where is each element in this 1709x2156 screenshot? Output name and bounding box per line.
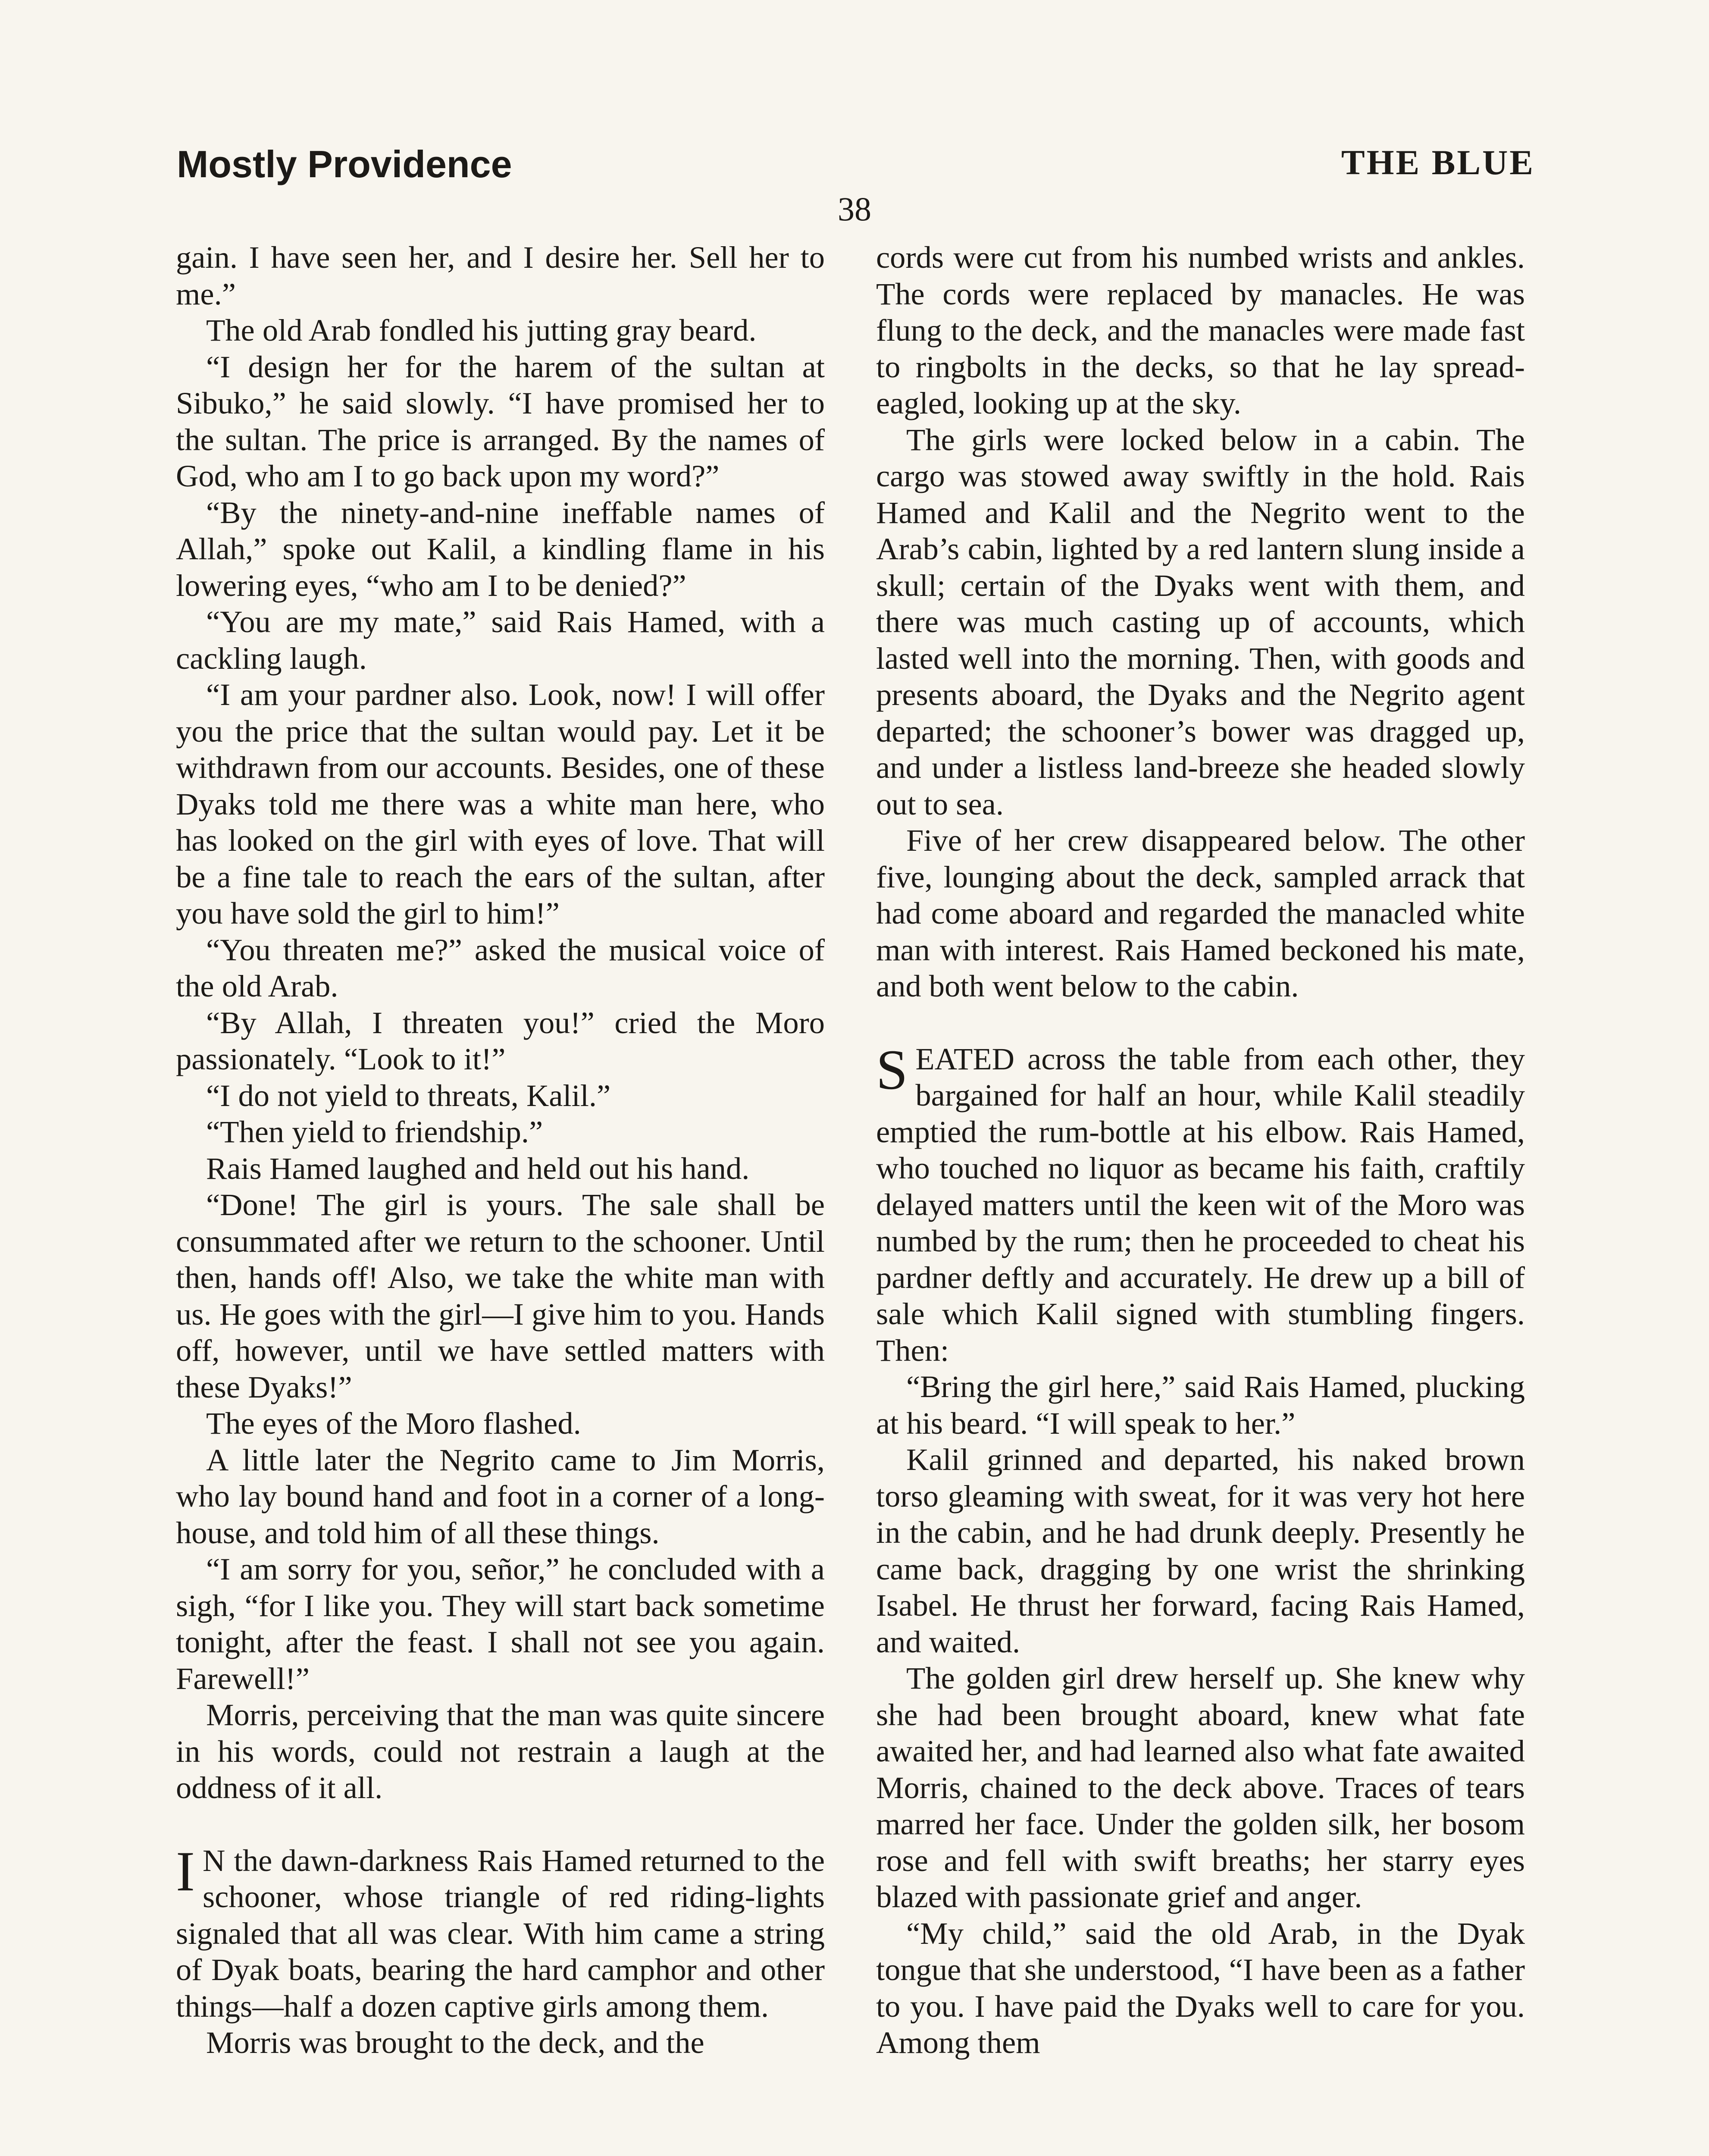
left-text-column [176,239,825,2061]
paragraph: “I am your pardner also. Look, now! I will offer you the price that the sultan would pay. Let it be withdrawn from our accounts. Besides, one of these Dyaks told me there was a white man here, who has looked on the girl with eyes of love. That will be a fine tale to reach the ears of the sultan, after you have sold the girl to him!” [176,677,825,931]
section-opening-paragraph [176,1839,825,2025]
paragraph: “By Allah, I threaten you!” cried the Moro passionately. “Look to it!” [176,1005,825,1076]
paragraph: Kalil grinned and departed, his naked brown torso gleaming with sweat, for it was very hot here in the cabin, and he had drunk deeply. Presently he came back, dragging by one wrist the shrinking Isabel. He thrust her forward, facing Rais Hamed, and waited. [876,1442,1525,1659]
story-title: Mostly Providence [177,143,512,185]
continued-paragraph: cords were cut from his numbed wrists and ankles. The cords were replaced by manacles. He was flung to the deck, and the manacles were made fast to ringbolts in the decks, so that he lay spread-eagled, looking up at the sky. [876,240,1525,420]
drop-cap-initial: S [876,1037,908,1101]
continued-paragraph: gain. I have seen her, and I desire her. Sell her to me.” [176,240,825,311]
paragraph: “I do not yield to threats, Kalil.” [206,1078,611,1113]
paragraph: “I design her for the harem of the sultan at Sibuko,” he said slowly. “I have promised her to the sultan. The price is arranged. By the names of God, who am I to go back upon my word?” [176,349,825,493]
paragraph: “Then yield to friendship.” [206,1114,543,1149]
paragraph: “By the ninety-and-nine ineffable names of Allah,” spoke out Kalil, a kindling flame in his lowering eyes, “who am I to be denied?” [176,495,825,603]
paragraph: The golden girl drew herself up. She knew why she had been brought aboard, knew what fate awaited her, and had learned also what fate awaited Morris, chained to the deck above. Traces of tears marred her face. Under the golden silk, her bosom rose and fell with swift breaths; her starry eyes blazed with passionate grief and anger. [876,1661,1525,1914]
paragraph: “My child,” said the old Arab, in the Dyak tongue that she understood, “I have been as a father to you. I have paid the Dyaks well to care for you. Among them [876,1915,1525,2060]
paragraph: The old Arab fondled his jutting gray beard. [206,313,757,348]
section-opening-paragraph [876,1037,1525,1369]
paragraph: Morris, perceiving that the man was quite sincere in his words, could not restrain a laugh at the oddness of it all. [176,1697,825,1805]
magazine-name: THE BLUE [1341,143,1535,182]
paragraph: Five of her crew disappeared below. The other five, lounging about the deck, sampled arrack that had come aboard and regarded the manacled white man with interest. Rais Hamed beckoned his mate, and both went below to the cabin. [876,823,1525,1003]
page-number: 38 [838,190,871,228]
paragraph: “You threaten me?” asked the musical voice of the old Arab. [176,932,825,1003]
paragraph-text: N the dawn-darkness Rais Hamed returned to the schooner, whose triangle of red riding-lights signaled that all was clear. With him came a string of Dyak boats, bearing the hard camphor and other things—half a dozen captive girls among them. [176,1843,825,2024]
paragraph: Rais Hamed laughed and held out his hand. [206,1150,750,1186]
paragraph: The girls were locked below in a cabin. The cargo was stowed away swiftly in the hold. Rais Hamed and Kalil and the Negrito went to the Arab’s cabin, lighted by a red lantern slung inside a skull; certain of the Dyaks went with them, and there was much casting up of accounts, which lasted well into the morning. Then, with goods and presents aboard, the Dyaks and the Negrito agent departed; the schooner’s bower was dragged up, and under a listless land-breeze she headed slowly out to sea. [876,422,1525,821]
paragraph-text: EATED across the table from each other, they bargained for half an hour, while Kalil steadily emptied the rum-bottle at his elbow. Rais Hamed, who touched no liquor as became his faith, craftily delayed matters until the keen wit of the Moro was numbed by the rum; then he proceeded to cheat his pardner deftly and accurately. He drew up a bill of sale which Kalil signed with stumbling fingers. Then: [876,1041,1525,1368]
paragraph: A little later the Negrito came to Jim Morris, who lay bound hand and foot in a corner of a long-house, and told him of all these things. [176,1442,825,1550]
paragraph: “Done! The girl is yours. The sale shall be consummated after we return to the schooner. Until then, hands off! Also, we take the white man with us. He goes with the girl—I give him to you. Hands off, however, until we have settled matters with these Dyaks!” [176,1187,825,1404]
paragraph: “I am sorry for you, señor,” he concluded with a sigh, “for I like you. They will start back sometime tonight, after the feast. I shall not see you again. Farewell!” [176,1551,825,1696]
paragraph: Morris was brought to the deck, and the [206,2025,704,2060]
paragraph: “Bring the girl here,” said Rais Hamed, plucking at his beard. “I will speak to her.” [876,1369,1525,1441]
right-text-column [876,239,1525,2061]
paragraph: “You are my mate,” said Rais Hamed, with a cackling laugh. [176,604,825,676]
drop-cap-initial: I [176,1839,195,1903]
paragraph: The eyes of the Moro flashed. [206,1406,581,1441]
